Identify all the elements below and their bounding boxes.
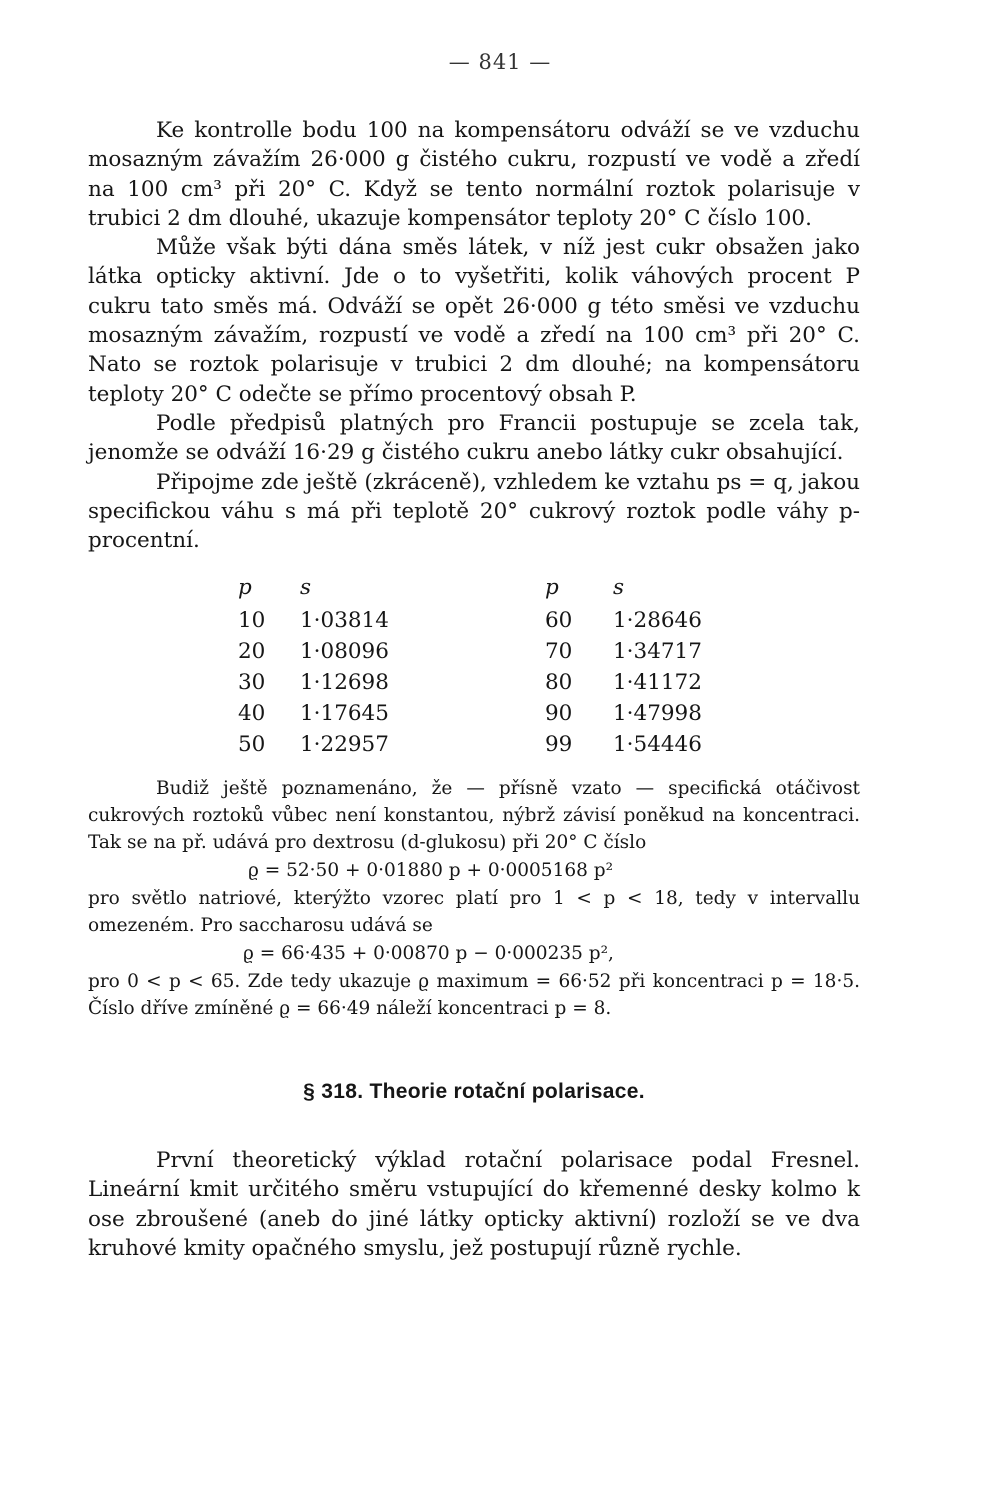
table-cell: 50 (238, 732, 266, 758)
paragraph-fresnel: První theoretický výklad rotační polarisace podal Fresnel. Lineární kmit určitého směru vstupující do křemenné desky kolmo k ose zbroušené (aneb do jiné látky opticky aktivní) rozloží se ve dva kruhové kmity opačného smyslu, jež postupují různě rychle. (88, 1147, 860, 1261)
paragraph-specificka-vaha: Připojme zde ještě (zkráceně), vzhledem ke vztahu ps = q, jakou specifickou váhu s má při teplotě 20° cukrový roztok podle váhy p-procentní. (88, 469, 860, 554)
small-print-note (88, 776, 860, 1022)
note-paragraph-maximum: pro 0 < p < 65. Zde tedy ukazuje ϱ maximum = 66·52 při koncentraci p = 18·5. Číslo dříve zmíněné ϱ = 66·49 náleží koncentraci p = 8. (88, 971, 860, 1020)
table-row (238, 698, 723, 729)
table-row (238, 729, 723, 760)
page-body (88, 116, 860, 1263)
table-cell: 90 (545, 701, 573, 727)
table-row (238, 636, 723, 667)
table-cell: 60 (545, 608, 573, 634)
table-cell: 1·54446 (613, 732, 702, 758)
equation-saccharosa: ϱ = 66·435 + 0·00870 p − 0·000235 p², (243, 943, 614, 965)
table-cell: 1·03814 (300, 608, 389, 634)
table-row (238, 605, 723, 636)
page-number: — 841 — (448, 50, 552, 74)
table-header-row (238, 569, 723, 605)
specific-gravity-table (238, 569, 723, 760)
note-paragraph-dextrosa: Budiž ještě poznamenáno, že — přísně vzato — specifická otáčivost cukrových roztoků vůbec není konstantou, nýbrž závisí poněkud na koncentraci. Tak se na př. udává pro dextrosu (d-glukosu) při 20° C číslo (88, 778, 860, 853)
table-cell: 1·28646 (613, 608, 702, 634)
table-cell: 1·12698 (300, 670, 389, 696)
table-cell: 99 (545, 732, 573, 758)
table-cell: 80 (545, 670, 573, 696)
table-cell: 20 (238, 639, 266, 665)
table-cell: 1·17645 (300, 701, 389, 727)
table-cell: 10 (238, 608, 266, 634)
paragraph-francie: Podle předpisů platných pro Francii postupuje se zcela tak, jenomže se odváží 16·29 g čistého cukru anebo látky cukr obsahující. (88, 410, 860, 466)
note-paragraph-saccharosa: pro světlo natriové, kterýžto vzorec platí pro 1 < p < 18, tedy v intervallu omezeném. Pro saccharosu udává se (88, 888, 860, 936)
table-cell: 40 (238, 701, 266, 727)
paragraph-kontrola: Ke kontrolle bodu 100 na kompensátoru odváží se ve vzduchu mosazným závažím 26·000 g čistého cukru, rozpustí ve vodě a zředí na 100 cm³ při 20° C. Když se tento normální roztok polarisuje v trubici 2 dm dlouhé, ukazuje kompensátor teploty 20° C číslo 100. (88, 118, 860, 231)
table-cell: 1·22957 (300, 732, 389, 758)
table-cell: 1·08096 (300, 639, 389, 665)
table-cell: 70 (545, 639, 573, 665)
table-header-s: s (300, 574, 312, 600)
paragraph-smes-latek: Může však býti dána směs látek, v níž jest cukr obsažen jako látka opticky aktivní. Jde o to vyšetřiti, kolik váhových procent P cukru tato směs má. Odváží se opět 26·000 g této směsi ve vzduchu mosazným závažím, rozpustí ve vodě a zředí na 100 cm³ při 20° C. Nato se roztok polarisuje v trubici 2 dm dlouhé; na kompensátoru teploty 20° C odečte se přímo procentový obsah P. (88, 235, 860, 407)
table-cell: 1·41172 (613, 670, 702, 696)
table-header-p: p (238, 574, 252, 600)
equation-dextrosa: ϱ = 52·50 + 0·01880 p + 0·0005168 p² (248, 860, 614, 882)
table-cell: 1·47998 (613, 701, 702, 727)
table-cell: 1·34717 (613, 639, 702, 665)
table-row (238, 667, 723, 698)
table-header-p: p (545, 574, 559, 600)
section-heading: § 318. Theorie rotační polarisace. (303, 1079, 645, 1103)
table-header-s: s (613, 574, 625, 600)
table-cell: 30 (238, 670, 266, 696)
